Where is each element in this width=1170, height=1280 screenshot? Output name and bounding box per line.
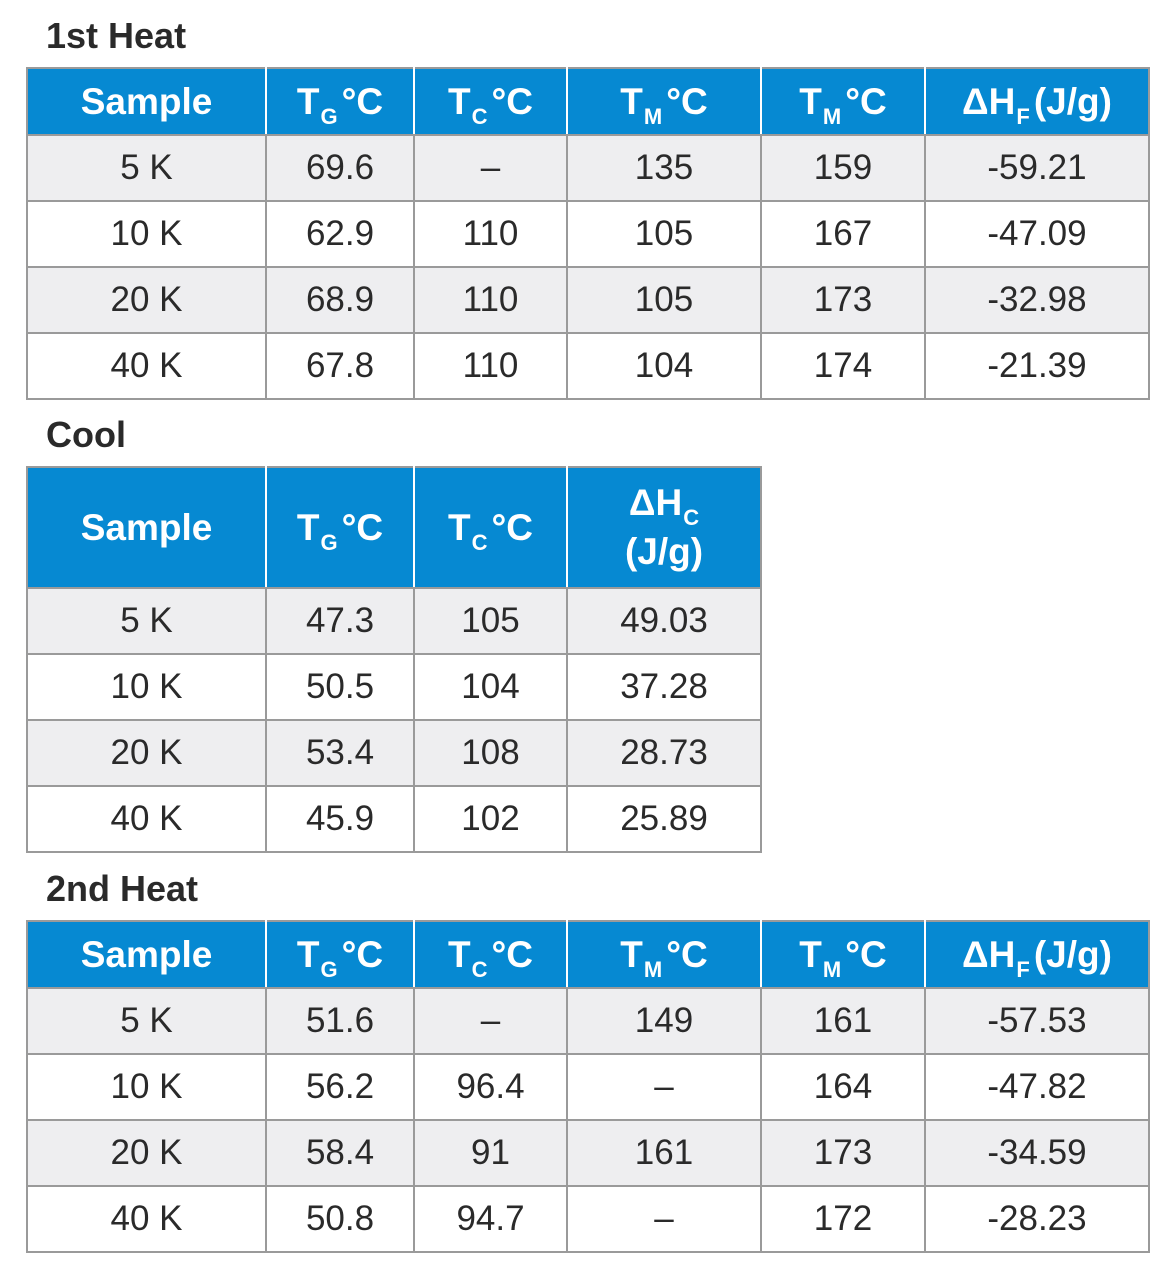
cell-tm-2: 172: [761, 1186, 925, 1252]
cell-tc: 94.7: [414, 1186, 567, 1252]
cell-sample: 10 K: [27, 654, 266, 720]
cell-delta-h: -47.82: [925, 1054, 1149, 1120]
cell-delta-h: -21.39: [925, 333, 1149, 399]
cell-tg: 50.8: [266, 1186, 414, 1252]
col-header-tg: $T_G$ °C: [266, 467, 414, 588]
cell-sample: 40 K: [27, 786, 266, 852]
cell-delta-h: -57.53: [925, 988, 1149, 1054]
section-title-2nd-heat: 2nd Heat: [46, 868, 199, 909]
cell-sample: 5 K: [27, 588, 266, 654]
table-row: [27, 135, 1149, 201]
cell-sample: 20 K: [27, 1120, 266, 1186]
cell-tc: –: [414, 988, 567, 1054]
cell-sample: 20 K: [27, 267, 266, 333]
cell-tm-1: –: [567, 1054, 761, 1120]
cell-tm-2: 159: [761, 135, 925, 201]
col-header-tg: $T_G$ °C: [266, 921, 414, 988]
cell-tm-1: 105: [567, 267, 761, 333]
col-header-delta-h-c: $\Delta H_C$ (J/g): [567, 467, 761, 588]
col-header-tm-1: $T_M$ °C: [567, 921, 761, 988]
cell-tm-1: 104: [567, 333, 761, 399]
col-header-sample: Sample: [27, 68, 266, 135]
cell-tm-1: 135: [567, 135, 761, 201]
cell-tg: 68.9: [266, 267, 414, 333]
cell-tg: 50.5: [266, 654, 414, 720]
cell-tm-2: 173: [761, 267, 925, 333]
cell-tg: 53.4: [266, 720, 414, 786]
col-header-tm-1: $T_M$ °C: [567, 68, 761, 135]
header-row: [27, 68, 1149, 135]
cell-delta-h: 49.03: [567, 588, 761, 654]
header-row: [27, 467, 761, 588]
cell-tc: 91: [414, 1120, 567, 1186]
cell-sample: 40 K: [27, 333, 266, 399]
cell-delta-h: 28.73: [567, 720, 761, 786]
section-title-cool: Cool: [46, 414, 126, 455]
cell-sample: 10 K: [27, 1054, 266, 1120]
cell-tc: 108: [414, 720, 567, 786]
col-header-tm-2: $T_M$ °C: [761, 68, 925, 135]
table-row: [27, 1186, 1149, 1252]
cell-tm-1: –: [567, 1186, 761, 1252]
cell-tc: 96.4: [414, 1054, 567, 1120]
col-header-delta-h-f: $\Delta H_F$ (J/g): [925, 68, 1149, 135]
col-header-sample: Sample: [27, 921, 266, 988]
cell-tm-1: 105: [567, 201, 761, 267]
table-row: [27, 588, 761, 654]
cell-tg: 56.2: [266, 1054, 414, 1120]
cell-delta-h: -59.21: [925, 135, 1149, 201]
cell-tg: 45.9: [266, 786, 414, 852]
col-header-sample: Sample: [27, 467, 266, 588]
cell-tm-2: 174: [761, 333, 925, 399]
table-row: [27, 1120, 1149, 1186]
table-row: [27, 720, 761, 786]
cell-delta-h: 25.89: [567, 786, 761, 852]
col-header-delta-h-f: $\Delta H_F$ (J/g): [925, 921, 1149, 988]
table-row: [27, 333, 1149, 399]
cell-tm-2: 164: [761, 1054, 925, 1120]
table-row: [27, 201, 1149, 267]
table-row: [27, 267, 1149, 333]
cell-tg: 51.6: [266, 988, 414, 1054]
cell-tc: 105: [414, 588, 567, 654]
table-2nd-heat: [26, 920, 1150, 1253]
cell-delta-h: -32.98: [925, 267, 1149, 333]
col-header-tc: $T_C$ °C: [414, 467, 567, 588]
cell-tm-1: 149: [567, 988, 761, 1054]
cell-tc: 104: [414, 654, 567, 720]
cell-tg: 62.9: [266, 201, 414, 267]
header-row: [27, 921, 1149, 988]
cell-tm-2: 161: [761, 988, 925, 1054]
cell-sample: 10 K: [27, 201, 266, 267]
cell-tg: 69.6: [266, 135, 414, 201]
cell-tg: 47.3: [266, 588, 414, 654]
table-row: [27, 654, 761, 720]
cell-delta-h: -47.09: [925, 201, 1149, 267]
table-cool: [26, 466, 762, 853]
cell-tg: 67.8: [266, 333, 414, 399]
cell-sample: 5 K: [27, 988, 266, 1054]
cell-delta-h: -28.23: [925, 1186, 1149, 1252]
table-row: [27, 988, 1149, 1054]
section-title-1st-heat: 1st Heat: [46, 15, 187, 56]
cell-tm-2: 167: [761, 201, 925, 267]
table-row: [27, 786, 761, 852]
cell-tm-2: 173: [761, 1120, 925, 1186]
cell-tc: 110: [414, 201, 567, 267]
cell-sample: 40 K: [27, 1186, 266, 1252]
col-header-tc: $T_C$ °C: [414, 68, 567, 135]
cell-delta-h: 37.28: [567, 654, 761, 720]
cell-tc: 102: [414, 786, 567, 852]
col-header-tc: $T_C$ °C: [414, 921, 567, 988]
cell-tg: 58.4: [266, 1120, 414, 1186]
col-header-tg: $T_G$ °C: [266, 68, 414, 135]
cell-tc: 110: [414, 267, 567, 333]
col-header-tm-2: $T_M$ °C: [761, 921, 925, 988]
cell-delta-h: -34.59: [925, 1120, 1149, 1186]
cell-sample: 5 K: [27, 135, 266, 201]
cell-tc: –: [414, 135, 567, 201]
table-1st-heat: [26, 67, 1150, 400]
cell-tc: 110: [414, 333, 567, 399]
cell-sample: 20 K: [27, 720, 266, 786]
table-row: [27, 1054, 1149, 1120]
cell-tm-1: 161: [567, 1120, 761, 1186]
